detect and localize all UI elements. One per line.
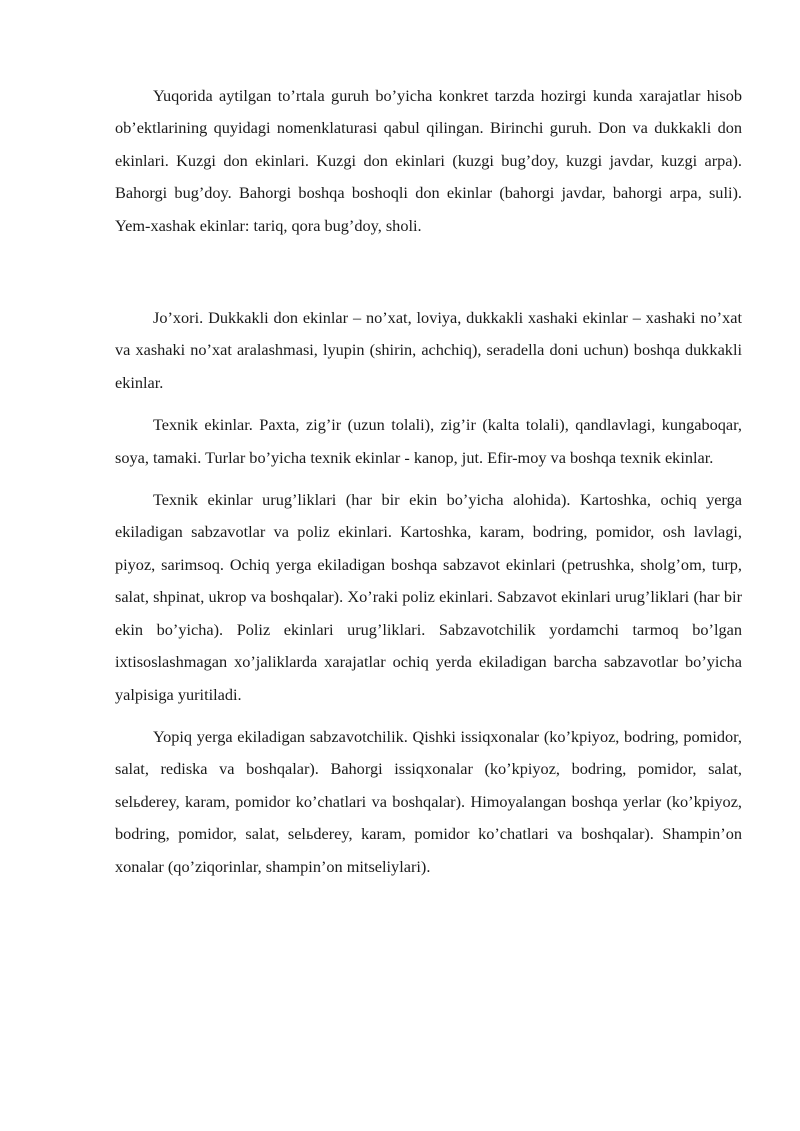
paragraph-4: Texnik ekinlar urug’liklari (har bir ekin bo’yicha alohida). Kartoshka, ochiq yerga ekiladigan sabzavotlar va poliz ekinlari. Kartoshka, karam, bodring, pomidor, osh lavlagi, piyoz, sarimsoq. Ochiq yerga ekiladigan boshqa sabzavot ekinlari (petrushka, sholg’om, turp, salat, shpinat, ukrop va boshqalar). Xo’raki poliz ekinlari. Sabzavot ekinlari urug’liklari (har bir ekin bo’yicha). Poliz ekinlari urug’liklari. Sabzavotchilik yordamchi tarmoq bo’lgan ixtisoslashmagan xo’jaliklarda xarajatlar ochiq yerda ekiladigan barcha sabzavotlar bo’yicha yalpisiga yuritiladi.: [115, 490, 742, 704]
document-body: [115, 80, 742, 883]
paragraph-1: Yuqorida aytilgan to’rtala guruh bo’yicha konkret tarzda hozirgi kunda xarajatlar hisob ob’ektlarining quyidagi nomenklaturasi qabul qilingan. Birinchi guruh. Don va dukkakli don ekinlari. Kuzgi don ekinlari. Kuzgi don ekinlari (kuzgi bug’doy, kuzgi javdar, kuzgi arpa). Bahorgi bug’doy. Bahorgi boshqa boshoqli don ekinlar (bahorgi javdar, bahorgi arpa, suli). Yem-xashak ekinlar: tariq, qora bug’doy, sholi.: [115, 86, 742, 235]
paragraph-gap: [115, 242, 742, 302]
paragraph-3: Texnik ekinlar. Paxta, zig’ir (uzun tolali), zig’ir (kalta tolali), qandlavlagi, kungaboqar, soya, tamaki. Turlar bo’yicha texnik ekinlar - kanop, jut. Efir-moy va boshqa texnik ekinlar.: [115, 415, 742, 467]
paragraph-2: Jo’xori. Dukkakli don ekinlar – no’xat, loviya, dukkakli xashaki ekinlar – xashaki no’xat va xashaki no’xat aralashmasi, lyupin (shirin, achchiq), seradella doni uchun) boshqa dukkakli ekinlar.: [115, 308, 742, 392]
paragraph-5: Yopiq yerga ekiladigan sabzavotchilik. Qishki issiqxonalar (ko’kpiyoz, bodring, pomidor, salat, rediska va boshqalar). Bahorgi issiqxonalar (ko’kpiyoz, bodring, pomidor, salat, selьderey, karam, pomidor ko’chatlari va boshqalar). Himoyalangan boshqa yerlar (ko’kpiyoz, bodring, pomidor, salat, selьderey, karam, pomidor ko’chatlari va boshqalar). Shampin’on xonalar (qo’ziqorinlar, shampin’on mitseliylari).: [115, 726, 742, 876]
